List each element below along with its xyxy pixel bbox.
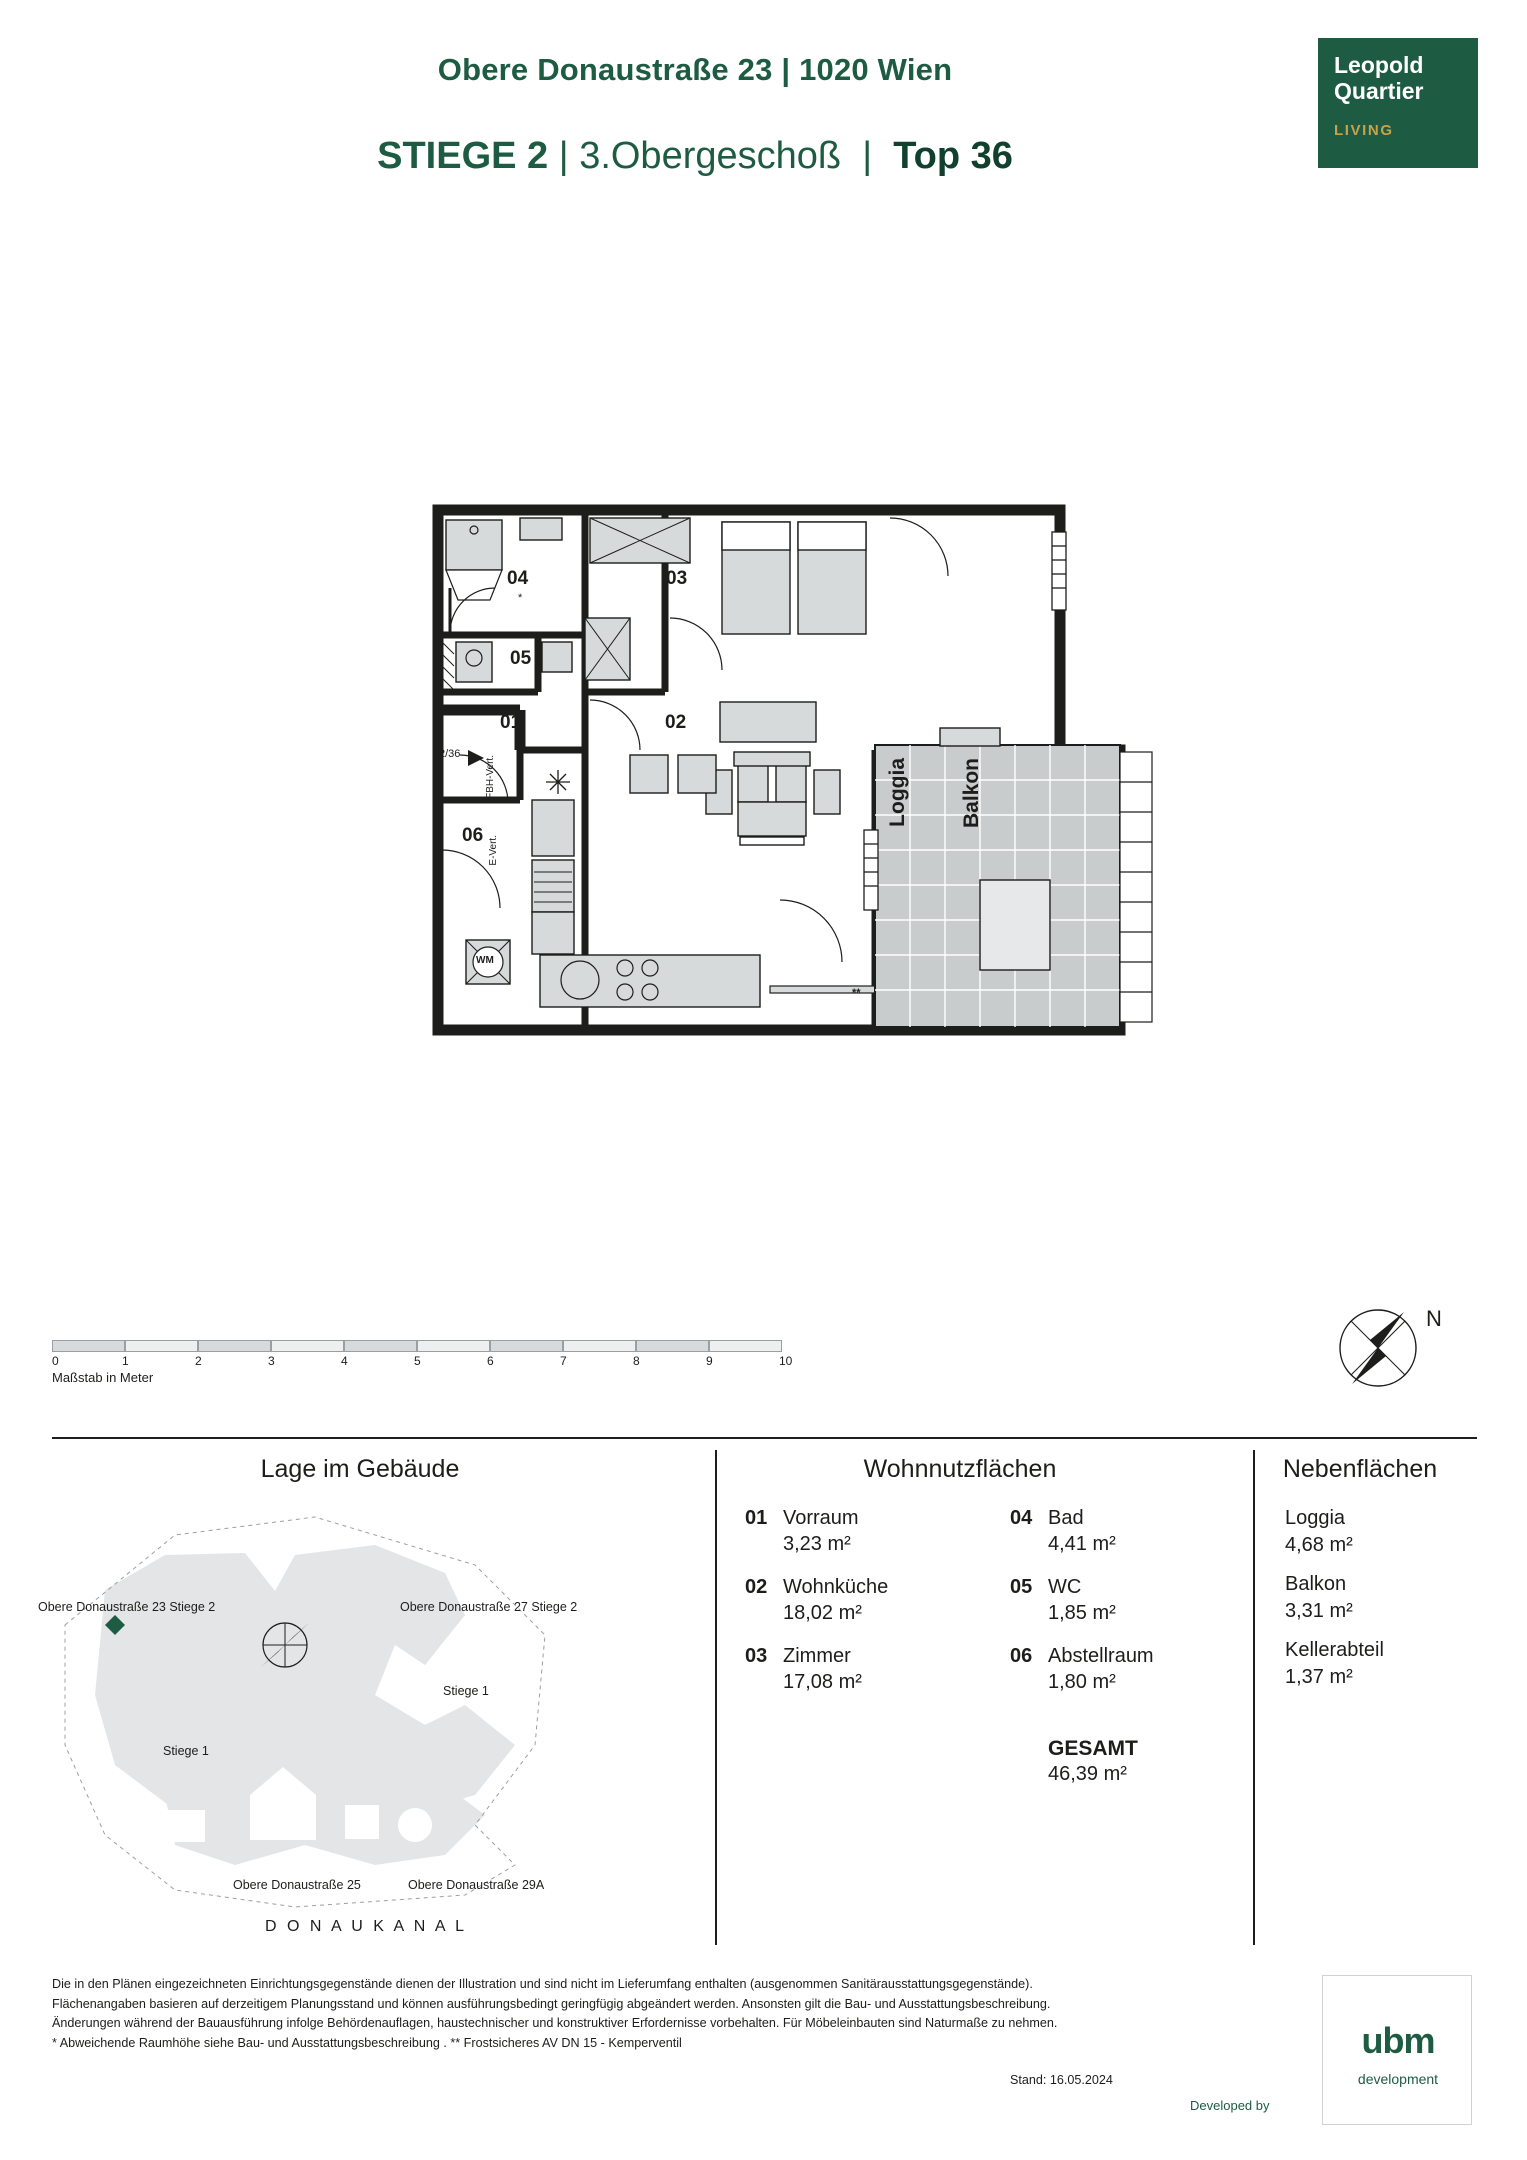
area-item — [745, 1505, 975, 1557]
scale-seg — [709, 1340, 782, 1352]
floorplan-drawing — [420, 500, 1200, 1080]
sitemap-label-od29a: Obere Donaustraße 29A — [408, 1878, 545, 1892]
document-header — [0, 0, 1527, 230]
side-area-name: Kellerabteil — [1285, 1639, 1384, 1661]
area-name: Bad — [1048, 1507, 1084, 1529]
plan-wm-label: WM — [476, 955, 494, 966]
logo-line-1: Leopold — [1334, 52, 1424, 78]
area-number: 04 — [1010, 1507, 1033, 1529]
vertical-divider-2 — [1253, 1450, 1255, 1945]
scale-tick: 5 — [414, 1354, 421, 1368]
footer-disclaimer — [52, 1975, 1262, 2053]
scale-tick: 10 — [779, 1354, 793, 1368]
plan-room-05: 05 — [510, 648, 532, 669]
section-divider — [52, 1437, 1477, 1439]
side-area-item — [1285, 1571, 1505, 1625]
scale-tick: 6 — [487, 1354, 494, 1368]
plan-balkon-label: Balkon — [960, 758, 983, 829]
sitemap-title: Lage im Gebäude — [260, 1455, 460, 1483]
scale-tick: 1 — [122, 1354, 129, 1368]
plan-room-01: 01 — [500, 712, 522, 733]
area-number: 05 — [1010, 1576, 1033, 1598]
ubm-logo — [1322, 1975, 1472, 2125]
scale-seg — [125, 1340, 198, 1352]
logo-line-2: Quartier — [1334, 78, 1424, 104]
sitemap-label-stiege1-right: Stiege 1 — [443, 1684, 489, 1698]
scale-tick: 9 — [706, 1354, 713, 1368]
disclaimer-line-2: Flächenangaben basieren auf derzeitigem Planungsstand und können ausführungsbedingt geringfügig abgeändert werden. Ansonsten gilt die Bau- und Ausstattungsbeschreibung. — [52, 1996, 1051, 2011]
separator-1: | — [558, 135, 569, 177]
address-line: Obere Donaustraße 23 | 1020 Wien — [437, 52, 953, 87]
scale-tick: 8 — [633, 1354, 640, 1368]
top-label: Top 36 — [893, 135, 1013, 177]
area-number: 02 — [745, 1576, 768, 1598]
scale-bar-track — [52, 1340, 812, 1352]
area-item — [1010, 1574, 1245, 1626]
area-column-2 — [1010, 1505, 1245, 1712]
site-map — [45, 1495, 705, 1935]
plan-door-tag: 2/36 — [439, 748, 461, 760]
area-number: 01 — [745, 1507, 768, 1529]
area-name: Wohnküche — [783, 1576, 889, 1598]
total-value: 46,39 m² — [1048, 1763, 1127, 1785]
floor-label: 3.Obergeschoß — [579, 135, 842, 177]
ubm-logo-name: ubm — [1361, 2020, 1435, 2061]
side-area-value: 1,37 m² — [1285, 1666, 1353, 1688]
plan-fbh-label: FBH-Vert. — [485, 755, 496, 799]
scale-seg — [52, 1340, 125, 1352]
sitemap-label-donaukanal: D O N A U K A N A L — [265, 1918, 467, 1935]
area-item — [1010, 1643, 1245, 1695]
scale-seg — [198, 1340, 271, 1352]
area-name: Zimmer — [783, 1645, 851, 1667]
area-value: 18,02 m² — [783, 1602, 862, 1624]
area-number: 06 — [1010, 1645, 1033, 1667]
disclaimer-line-3: Änderungen während der Bauausführung infolge Behördenauflagen, haustechnischer und konstruktiver Erfordernisse vorbehalten. Für Möbeleinbauten sind Naturmaße zu nehmen. — [52, 2016, 1058, 2030]
area-value: 1,85 m² — [1048, 1602, 1116, 1624]
stiege-label: STIEGE 2 — [377, 135, 549, 177]
area-name: WC — [1048, 1576, 1082, 1598]
total-area — [1010, 1737, 1245, 1788]
scale-tick: 3 — [268, 1354, 275, 1368]
scale-seg — [417, 1340, 490, 1352]
areas-title: Wohnnutzflächen — [863, 1455, 1057, 1483]
developed-by-label: Developed by — [1190, 2098, 1270, 2113]
leopold-quartier-logo — [1318, 38, 1478, 168]
area-number: 03 — [745, 1645, 768, 1667]
area-item — [745, 1574, 975, 1626]
plan-room-04-star: * — [518, 592, 523, 604]
compass-north-label: N — [1426, 1306, 1442, 1331]
area-name: Abstellraum — [1048, 1645, 1154, 1667]
plan-evert-label: E-Vert. — [488, 835, 499, 866]
side-area-value: 4,68 m² — [1285, 1534, 1353, 1556]
plan-frost-marker: ** — [852, 987, 861, 999]
side-area-name: Balkon — [1285, 1573, 1347, 1595]
disclaimer-line-1: Die in den Plänen eingezeichneten Einrichtungsgegenstände dienen der Illustration und sind nicht im Lieferumfang enthalten (ausgenommen Sanitärausstattungsgegenstände). — [52, 1977, 1033, 1991]
scale-bar — [52, 1340, 842, 1410]
area-value: 4,41 m² — [1048, 1533, 1116, 1555]
side-area-item — [1285, 1637, 1505, 1691]
area-value: 17,08 m² — [783, 1671, 862, 1693]
scale-tick: 7 — [560, 1354, 567, 1368]
area-value: 3,23 m² — [783, 1533, 851, 1555]
sitemap-label-od27: Obere Donaustraße 27 Stiege 2 — [400, 1600, 578, 1614]
area-item — [1010, 1505, 1245, 1557]
disclaimer-line-4: * Abweichende Raumhöhe siehe Bau- und Ausstattungsbeschreibung . ** Frostsicheres AV DN 15 - Kemperventil — [52, 2035, 682, 2050]
scale-tick: 2 — [195, 1354, 202, 1368]
total-label: GESAMT — [1048, 1737, 1138, 1760]
side-areas-title: Nebenflächen — [1282, 1455, 1438, 1483]
scale-seg — [490, 1340, 563, 1352]
plan-room-02: 02 — [665, 712, 687, 733]
scale-tick-labels — [52, 1354, 822, 1370]
scale-seg — [636, 1340, 709, 1352]
ubm-logo-sub: development — [1357, 2071, 1439, 2087]
plan-room-06: 06 — [462, 825, 484, 846]
scale-seg — [271, 1340, 344, 1352]
scale-seg — [344, 1340, 417, 1352]
scale-tick: 4 — [341, 1354, 348, 1368]
plan-room-03: 03 — [666, 568, 688, 589]
vertical-divider-1 — [715, 1450, 717, 1945]
area-name: Vorraum — [783, 1507, 859, 1529]
separator-2: | — [862, 135, 873, 177]
plan-loggia-label: Loggia — [886, 758, 909, 827]
side-area-name: Loggia — [1285, 1507, 1346, 1529]
side-area-list — [1285, 1505, 1505, 1703]
plan-room-04: 04 — [507, 568, 529, 589]
document-date: Stand: 16.05.2024 — [1010, 2073, 1113, 2087]
unit-line — [0, 135, 1390, 178]
area-column-1 — [745, 1505, 975, 1712]
scale-caption: Maßstab in Meter — [52, 1370, 154, 1385]
logo-line-3: LIVING — [1334, 122, 1394, 139]
area-item — [745, 1643, 975, 1695]
sitemap-label-od25: Obere Donaustraße 25 — [233, 1878, 361, 1892]
sitemap-label-stiege1-left: Stiege 1 — [163, 1744, 209, 1758]
compass-rose — [1330, 1290, 1460, 1400]
sitemap-label-od23: Obere Donaustraße 23 Stiege 2 — [38, 1600, 216, 1614]
area-value: 1,80 m² — [1048, 1671, 1116, 1693]
scale-seg — [563, 1340, 636, 1352]
side-area-item — [1285, 1505, 1505, 1559]
side-area-value: 3,31 m² — [1285, 1600, 1353, 1622]
scale-tick: 0 — [52, 1354, 59, 1368]
